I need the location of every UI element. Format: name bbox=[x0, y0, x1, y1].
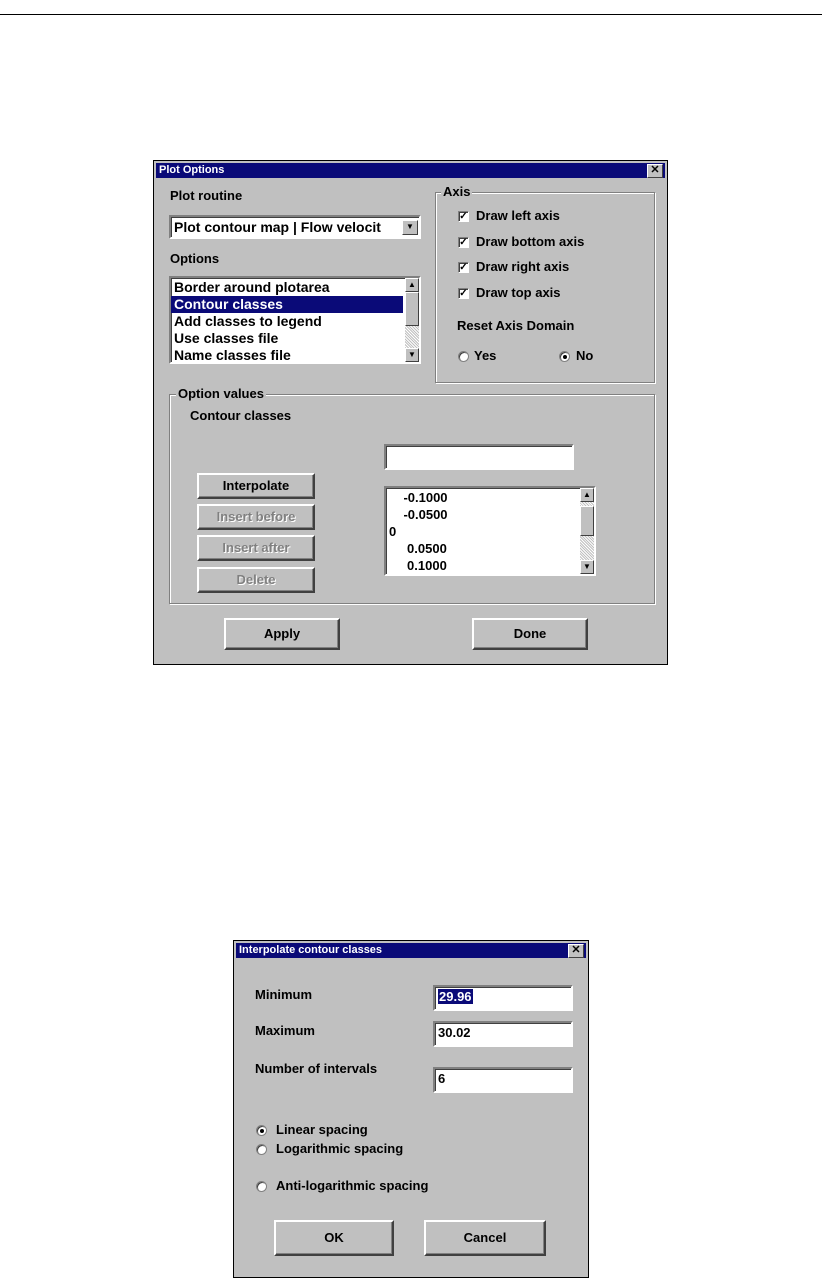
scroll-up-icon[interactable]: ▲ bbox=[405, 278, 419, 292]
interpolate-title: Interpolate contour classes bbox=[239, 944, 383, 956]
scroll-down-icon[interactable]: ▼ bbox=[580, 560, 594, 574]
draw-left-axis-label: Draw left axis bbox=[476, 208, 560, 223]
log-spacing-label: Logarithmic spacing bbox=[276, 1141, 404, 1156]
minimum-value: 29.96 bbox=[439, 989, 472, 1004]
ok-button[interactable]: OK bbox=[274, 1220, 394, 1256]
plot-options-title: Plot Options bbox=[159, 164, 225, 176]
contour-classes-label: Contour classes bbox=[190, 408, 292, 423]
interpolate-titlebar[interactable] bbox=[236, 943, 586, 958]
values-scroll-thumb[interactable] bbox=[580, 506, 594, 536]
options-list bbox=[171, 279, 403, 364]
maximum-label: Maximum bbox=[255, 1023, 315, 1038]
interpolate-dialog bbox=[233, 940, 589, 1278]
intervals-label: Number of intervals bbox=[255, 1061, 378, 1076]
list-item[interactable]: Add classes to legend bbox=[174, 313, 322, 329]
chevron-down-icon[interactable]: ▼ bbox=[402, 220, 418, 235]
plot-options-titlebar[interactable] bbox=[156, 163, 665, 178]
maximum-input[interactable]: 30.02 bbox=[433, 1021, 573, 1047]
reset-no-radio[interactable] bbox=[559, 351, 570, 362]
list-item[interactable]: -0.1000 bbox=[389, 490, 448, 505]
insert-after-button[interactable]: Insert after bbox=[197, 535, 315, 561]
draw-bottom-axis-label: Draw bottom axis bbox=[476, 234, 585, 249]
draw-left-axis-checkbox[interactable]: ✓ bbox=[459, 211, 468, 222]
minimum-label: Minimum bbox=[255, 987, 313, 1002]
cancel-button[interactable]: Cancel bbox=[424, 1220, 546, 1256]
plot-routine-value: Plot contour map | Flow velocit bbox=[174, 219, 381, 235]
log-spacing-radio[interactable] bbox=[256, 1144, 267, 1155]
draw-right-axis-checkbox[interactable]: ✓ bbox=[459, 262, 468, 273]
list-item[interactable]: Use classes file bbox=[174, 330, 279, 346]
draw-top-axis-label: Draw top axis bbox=[476, 285, 561, 300]
list-item-selected[interactable]: Contour classes bbox=[171, 296, 403, 313]
antilog-spacing-label: Anti-logarithmic spacing bbox=[276, 1178, 429, 1193]
option-values-title: Option values bbox=[178, 386, 264, 401]
list-item[interactable]: 0 bbox=[389, 524, 397, 539]
antilog-spacing-radio[interactable] bbox=[256, 1181, 267, 1192]
linear-spacing-radio[interactable] bbox=[256, 1125, 267, 1136]
reset-no-label: No bbox=[576, 348, 594, 363]
delete-button[interactable]: Delete bbox=[197, 567, 315, 593]
list-item[interactable]: -0.0500 bbox=[389, 507, 448, 522]
reset-yes-radio[interactable] bbox=[458, 351, 469, 362]
reset-axis-domain-label: Reset Axis Domain bbox=[457, 318, 575, 333]
draw-bottom-axis-checkbox[interactable]: ✓ bbox=[459, 237, 468, 248]
list-item[interactable]: Name classes file bbox=[174, 347, 291, 363]
scroll-up-icon[interactable]: ▲ bbox=[580, 488, 594, 502]
option-value-input[interactable] bbox=[384, 444, 574, 470]
list-item[interactable]: Border around plotarea bbox=[174, 279, 330, 295]
plot-routine-label: Plot routine bbox=[170, 188, 243, 203]
done-button[interactable]: Done bbox=[472, 618, 588, 650]
page-header-rule bbox=[0, 14, 822, 15]
axis-group-title: Axis bbox=[443, 184, 471, 199]
reset-yes-label: Yes bbox=[474, 348, 497, 363]
plot-routine-select[interactable] bbox=[169, 215, 421, 239]
minimum-input[interactable] bbox=[433, 985, 573, 1011]
linear-spacing-label: Linear spacing bbox=[276, 1122, 368, 1137]
scroll-down-icon[interactable]: ▼ bbox=[405, 348, 419, 362]
interpolate-button[interactable]: Interpolate bbox=[197, 473, 315, 499]
draw-right-axis-label: Draw right axis bbox=[476, 259, 570, 274]
plot-options-dialog bbox=[153, 160, 668, 665]
list-item[interactable]: 0.0500 bbox=[389, 541, 447, 556]
contour-values-list bbox=[389, 489, 578, 574]
draw-top-axis-checkbox[interactable]: ✓ bbox=[459, 288, 468, 299]
contour-values-listbox[interactable] bbox=[384, 486, 596, 576]
options-scroll-thumb[interactable] bbox=[405, 292, 419, 326]
close-icon[interactable]: ✕ bbox=[568, 944, 584, 958]
intervals-input[interactable]: 6 bbox=[433, 1067, 573, 1093]
close-icon[interactable]: ✕ bbox=[647, 164, 663, 178]
list-item[interactable]: 0.1000 bbox=[389, 558, 447, 573]
apply-button[interactable]: Apply bbox=[224, 618, 340, 650]
options-listbox[interactable] bbox=[169, 276, 421, 364]
options-label: Options bbox=[170, 251, 220, 266]
insert-before-button[interactable]: Insert before bbox=[197, 504, 315, 530]
